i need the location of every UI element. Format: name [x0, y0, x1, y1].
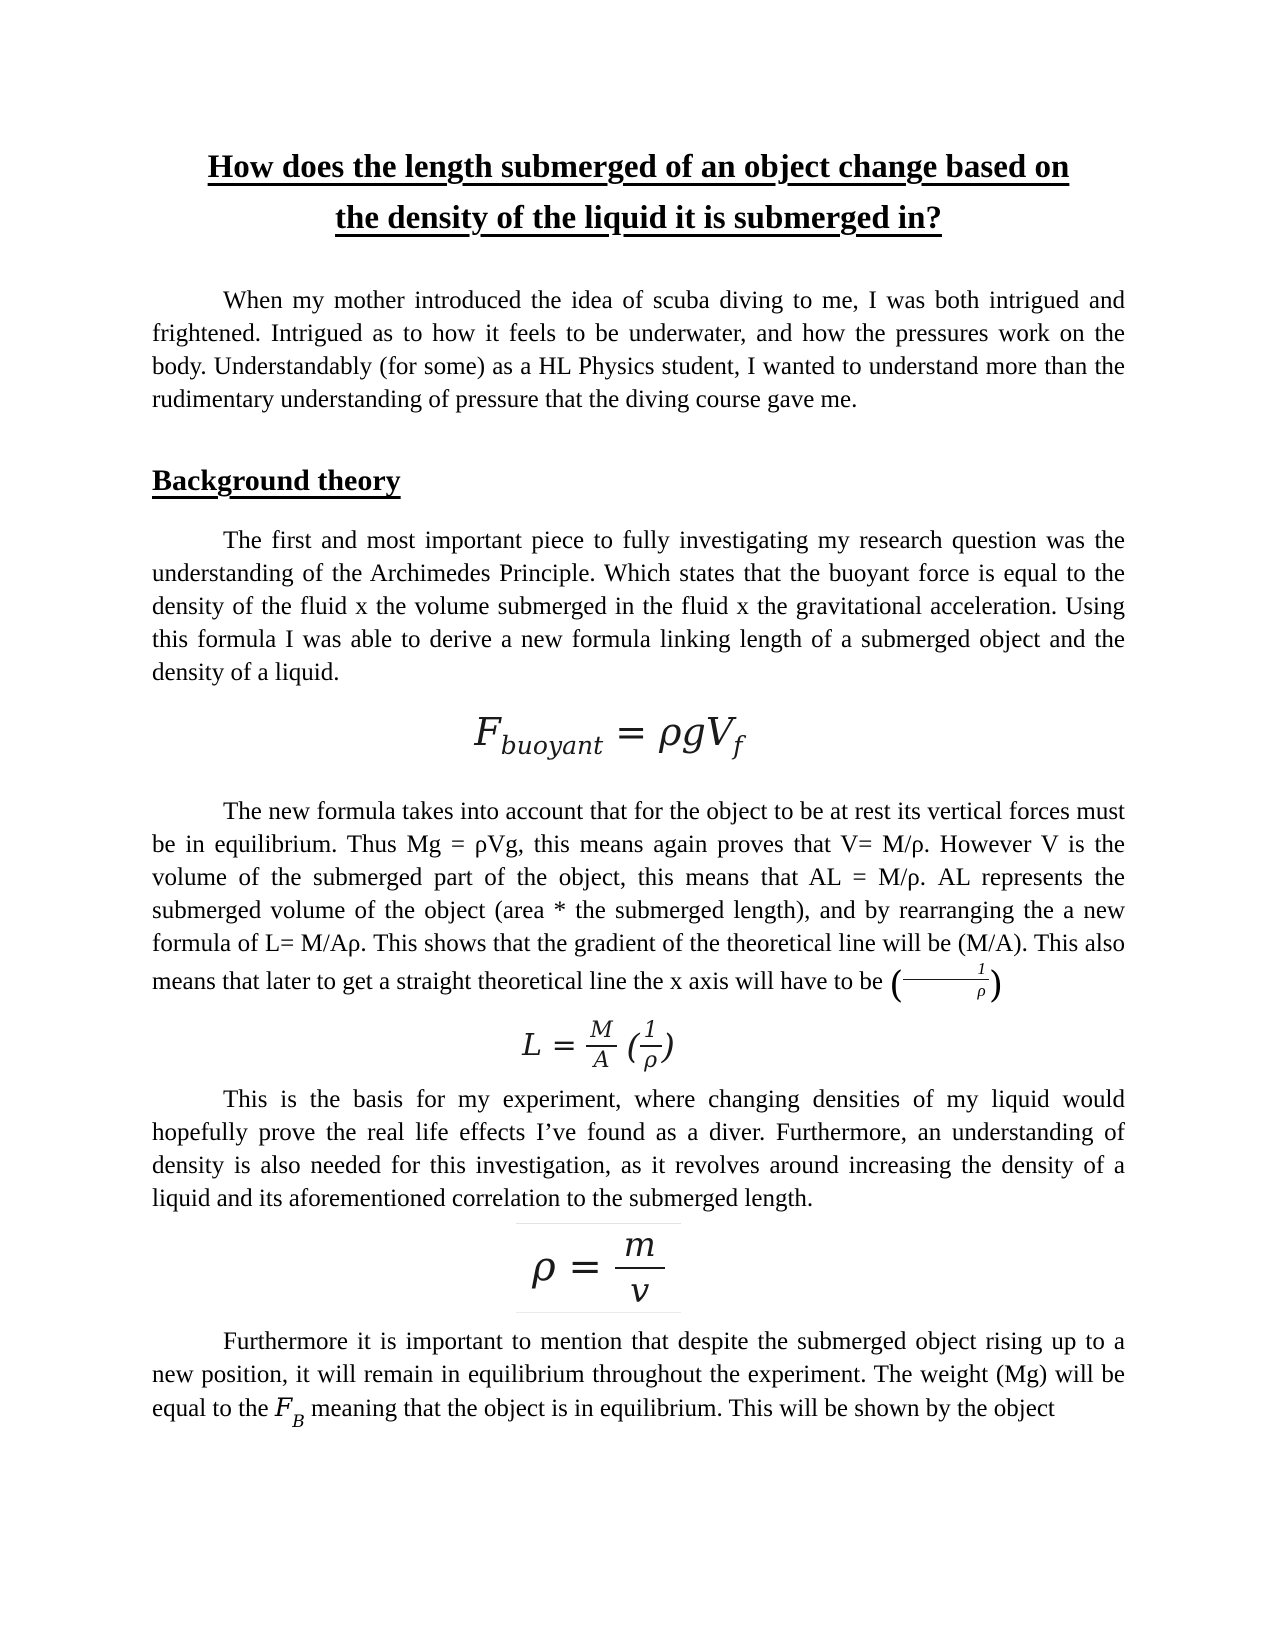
- derivation-text: The new formula takes into account that for the object to be at rest its vertical forces must be in equilibrium. Thus Mg = ρVg, this means again proves that V= M/ρ. However V is the volume of the submerged part of the object, this means that AL = M/ρ. AL represents the submerged volume of the object (area * the submerged length), and by rearranging the a new formula of L= M/Aρ. This shows that the gradient of the theoretical line will be (M/A). This also means that later to get a straight theoretical line the x axis will have to be: [152, 798, 1125, 995]
- force-b-subscript: B: [292, 1412, 305, 1432]
- density-formula-row: [112, 1223, 1085, 1313]
- density-equals-sign: =: [568, 1244, 602, 1290]
- title-line-1: How does the length submerged of an object change based on: [207, 149, 1070, 185]
- rho-g-term: ρg: [659, 710, 706, 754]
- density-formula: [516, 1223, 681, 1313]
- fraction-numerator: M: [586, 1019, 617, 1047]
- background-theory-heading: Background theory: [152, 464, 401, 497]
- title-line-2: the density of the liquid it is submerged in?: [335, 200, 942, 236]
- length-formula: [112, 1016, 1085, 1077]
- mass-over-volume-fraction: [615, 1225, 665, 1311]
- equilibrium-text-2: meaning that the object is in equilibrium. This will be shown by the object: [304, 1395, 1055, 1422]
- fraction-numerator: 1: [640, 1019, 662, 1047]
- length-equals-sign: =: [551, 1028, 577, 1063]
- force-f: F: [274, 1393, 293, 1422]
- fraction-numerator: m: [615, 1228, 665, 1269]
- close-paren: ): [988, 965, 1003, 1006]
- open-paren: (: [626, 1027, 640, 1067]
- fraction-denominator: A: [593, 1048, 610, 1073]
- open-paren: (: [889, 965, 904, 1006]
- fraction-denominator: ρ: [644, 1048, 658, 1073]
- volume-subscript: f: [733, 731, 743, 760]
- rho-symbol: ρ: [532, 1244, 556, 1290]
- volume-symbol: V: [705, 710, 734, 754]
- buoyant-force-fb-symbol: [274, 1393, 305, 1432]
- buoyancy-force-symbol: F: [474, 710, 501, 754]
- buoyancy-formula: [122, 705, 1095, 773]
- length-symbol: L: [522, 1028, 543, 1063]
- fraction-denominator: v: [630, 1271, 650, 1311]
- mass-over-area-fraction: [586, 1019, 617, 1072]
- archimedes-paragraph: The first and most important piece to fully investigating my research question was the understanding of the Archimedes Principle. Which states that the buoyant force is equal to the density of the fluid x the volume submerged in the fluid x the gravitational acceleration. Using this formula I was able to derive a new formula linking length of a submerged object and the density of a liquid.: [152, 527, 1125, 686]
- intro-paragraph: When my mother introduced the idea of scuba diving to me, I was both intrigued and frightened. Intrigued as to how it feels to be underwater, and how the pressures work on the body. Understandably (for some) as a HL Physics student, I wanted to understand more than the rudimentary understanding of pressure that the diving course gave me.: [152, 287, 1125, 413]
- one-over-rho-fraction: [640, 1019, 662, 1072]
- close-paren: ): [661, 1027, 675, 1067]
- fraction-numerator: 1: [903, 960, 989, 980]
- buoyancy-force-subscript: buoyant: [500, 731, 604, 760]
- document-title: [152, 142, 1125, 244]
- experiment-paragraph: This is the basis for my experiment, where changing densities of my liquid would hopefully prove the real life effects I’ve found as a diver. Furthermore, an understanding of density is also needed for this investigation, as it revolves around increasing the density of a liquid and its aforementioned correlation to the submerged length.: [152, 1086, 1125, 1212]
- fraction-denominator: ρ: [977, 981, 986, 1000]
- one-over-rho-fraction: [903, 960, 989, 999]
- equilibrium-paragraph: [152, 1325, 1125, 1439]
- buoyancy-equals-sign: =: [615, 710, 648, 754]
- inline-fraction-one-over-rho: [889, 959, 1003, 1006]
- derivation-paragraph: [152, 795, 1125, 1006]
- equilibrium-text-1: Furthermore it is important to mention that despite the submerged object rising up to a new position, it will remain in equilibrium throughout the experiment. The weight (Mg) will be equal to the: [152, 1328, 1125, 1422]
